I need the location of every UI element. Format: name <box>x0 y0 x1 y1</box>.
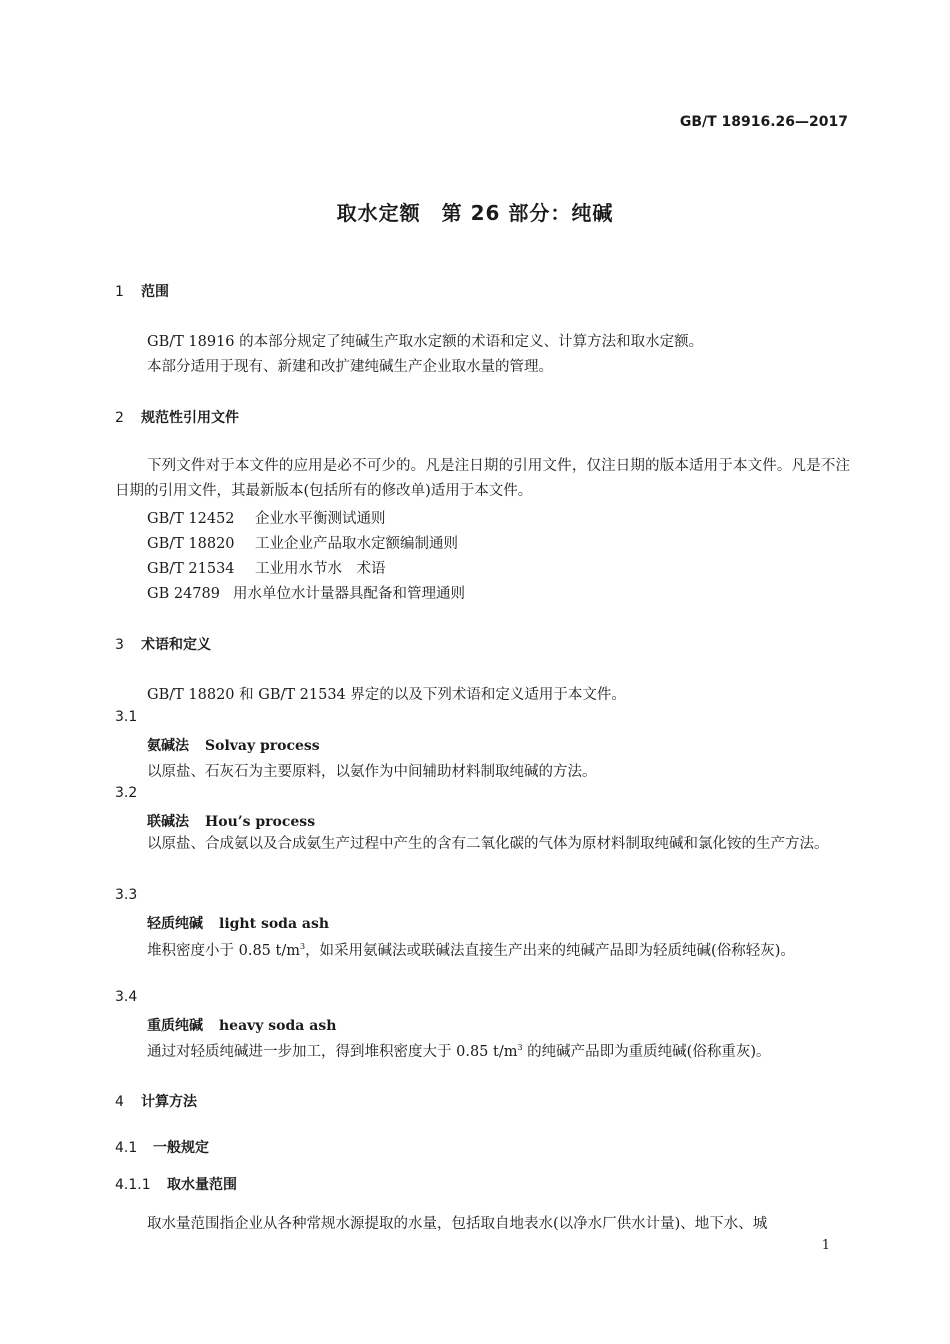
section-title: 术语和定义 <box>141 637 211 653</box>
term-entry <box>147 1015 336 1035</box>
term-entry <box>147 735 320 755</box>
section-1-heading <box>115 281 169 301</box>
reference-title: 工业用水节水 术语 <box>255 561 386 577</box>
term-chinese: 联碱法 <box>147 814 189 830</box>
subsection-4-1-heading <box>115 1137 209 1157</box>
scope-paragraph-1: GB/T 18916 的本部分规定了纯碱生产取水定额的术语和定义、计算方法和取水定额。 <box>147 334 704 350</box>
section-number: 4 <box>115 1094 124 1110</box>
definition-text: 通过对轻质纯碱进一步加工，得到堆积密度大于 0.85 t/m <box>147 1044 518 1060</box>
reference-item <box>147 582 465 603</box>
subsection-4-1-1-heading <box>115 1174 237 1194</box>
section-title: 规范性引用文件 <box>141 410 239 426</box>
reference-code: GB/T 18820 <box>147 536 235 552</box>
subsection-title: 一般规定 <box>153 1140 209 1156</box>
term-english: light soda ash <box>219 916 330 932</box>
reference-title: 用水单位水计量器具配备和管理通则 <box>233 586 465 602</box>
section-3-heading <box>115 634 211 654</box>
clause-number: 3.3 <box>115 887 138 903</box>
term-english: heavy soda ash <box>219 1018 337 1034</box>
section-4-heading <box>115 1091 197 1111</box>
terms-intro: GB/T 18820 和 GB/T 21534 界定的以及下列术语和定义适用于本文件。 <box>147 687 626 703</box>
term-entry <box>147 811 315 831</box>
document-title: 取水定额 第 26 部分：纯碱 <box>336 201 614 225</box>
standard-code: GB/T 18916.26—2017 <box>679 114 848 130</box>
term-chinese: 轻质纯碱 <box>147 916 203 932</box>
term-chinese: 重质纯碱 <box>147 1018 203 1034</box>
reference-item <box>147 532 458 553</box>
section-title: 计算方法 <box>141 1094 197 1110</box>
water-intake-scope-paragraph: 取水量范围指企业从各种常规水源提取的水量，包括取自地表水(以净水厂供水计量)、地下水、城 <box>147 1216 768 1232</box>
subsection-number: 4.1.1 <box>115 1177 151 1193</box>
section-number: 3 <box>115 637 124 653</box>
subsection-number: 4.1 <box>115 1140 138 1156</box>
reference-code: GB 24789 <box>147 586 220 602</box>
term-english: Hou’s process <box>205 814 316 830</box>
section-2-heading <box>115 407 239 427</box>
normative-references-intro: 下列文件对于本文件的应用是必不可少的。凡是注日期的引用文件，仅注日期的版本适用于本文件。凡是不注日期的引用文件，其最新版本(包括所有的修改单)适用于本文件。 <box>115 458 850 499</box>
page-number: 1 <box>821 1238 830 1253</box>
term-definition <box>147 1040 770 1061</box>
section-number: 2 <box>115 410 124 426</box>
reference-item <box>147 507 386 528</box>
definition-text: 的纯碱产品即为重质纯碱(俗称重灰)。 <box>522 1044 771 1060</box>
definition-text: 堆积密度小于 0.85 t/m <box>147 942 300 959</box>
term-definition: 以原盐、石灰石为主要原料，以氨作为中间辅助材料制取纯碱的方法。 <box>147 764 597 780</box>
clause-number: 3.4 <box>115 989 138 1005</box>
definition-text: ，如采用氨碱法或联碱法直接生产出来的纯碱产品即为轻质纯碱(俗称轻灰)。 <box>305 942 795 959</box>
scope-paragraph-2: 本部分适用于现有、新建和改扩建纯碱生产企业取水量的管理。 <box>147 359 553 375</box>
reference-code: GB/T 21534 <box>147 561 235 577</box>
clause-number: 3.2 <box>115 785 138 801</box>
term-chinese: 氨碱法 <box>147 738 189 754</box>
reference-code: GB/T 12452 <box>147 511 235 527</box>
section-title: 范围 <box>141 284 169 300</box>
term-definition: 以原盐、合成氨以及合成氨生产过程中产生的含有二氧化碳的气体为原材料制取纯碱和氯化铵的生产方法。 <box>147 836 829 852</box>
superscript: 3 <box>299 942 306 951</box>
clause-number: 3.1 <box>115 709 138 725</box>
superscript: 3 <box>517 1043 523 1053</box>
term-definition <box>115 934 850 964</box>
subsection-title: 取水量范围 <box>167 1177 237 1193</box>
reference-item <box>147 557 386 578</box>
reference-title: 工业企业产品取水定额编制通则 <box>255 536 458 552</box>
reference-title: 企业水平衡测试通则 <box>255 511 386 527</box>
term-english: Solvay process <box>205 738 320 754</box>
term-entry <box>147 913 329 933</box>
section-number: 1 <box>115 284 124 300</box>
